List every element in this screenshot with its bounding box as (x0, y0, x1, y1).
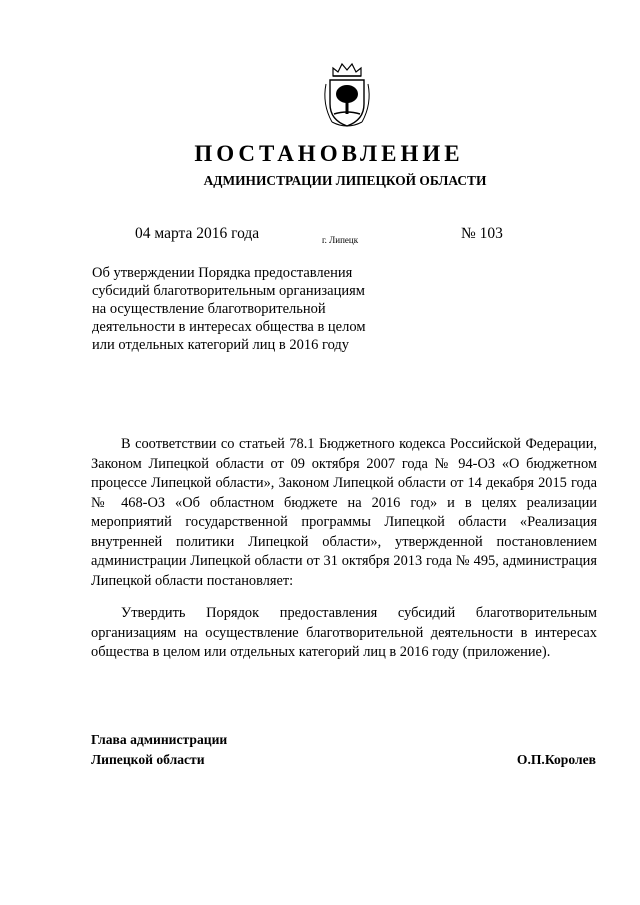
body-paragraph-2: Утвердить Порядок предоставления субсидий благотворительным организациям на осуществление благотворительной деятельности в интересах общества в целом или отдельных категорий лиц в 2016 году (приложение). (91, 605, 597, 660)
document-title: ПОСТАНОВЛЕНИЕ (194, 141, 464, 166)
signature-position-line-2: Липецкой области (91, 752, 205, 767)
document-date: 04 марта 2016 года (135, 225, 260, 242)
signature-name: О.П.Королев (516, 752, 596, 767)
signature-position (91, 730, 227, 770)
document-subject: Об утверждении Порядка предоставления субсидий благотворительным организациям на осуществление благотворительной деятельности в интересах общества в целом или отдельных категорий лиц в 2016 году (92, 265, 366, 353)
document-city: г. Липецк (322, 235, 359, 245)
body-paragraph-1: В соответствии со статьей 78.1 Бюджетного кодекса Российской Федерации, Законом Липецкой области от 09 октября 2007 года № 94-ОЗ «О бюджетном процессе Липецкой области», Законом Липецкой области от 14 декабря 2015 года № 468-ОЗ «Об областном бюджете на 2016 год» и в целях реализации мероприятий государственной программы Липецкой области «Реализация внутренней политики Липецкой области», утвержденной постановлением администрации Липецкой области от 31 октября 2013 года № 495, администрация Липецкой области постановляет: (91, 436, 597, 589)
signature-position-line-1: Глава администрации (91, 732, 228, 747)
coat-of-arms-icon (318, 60, 376, 130)
document-subtitle: АДМИНИСТРАЦИИ ЛИПЕЦКОЙ ОБЛАСТИ (203, 173, 487, 188)
document-number: № 103 (461, 225, 503, 242)
